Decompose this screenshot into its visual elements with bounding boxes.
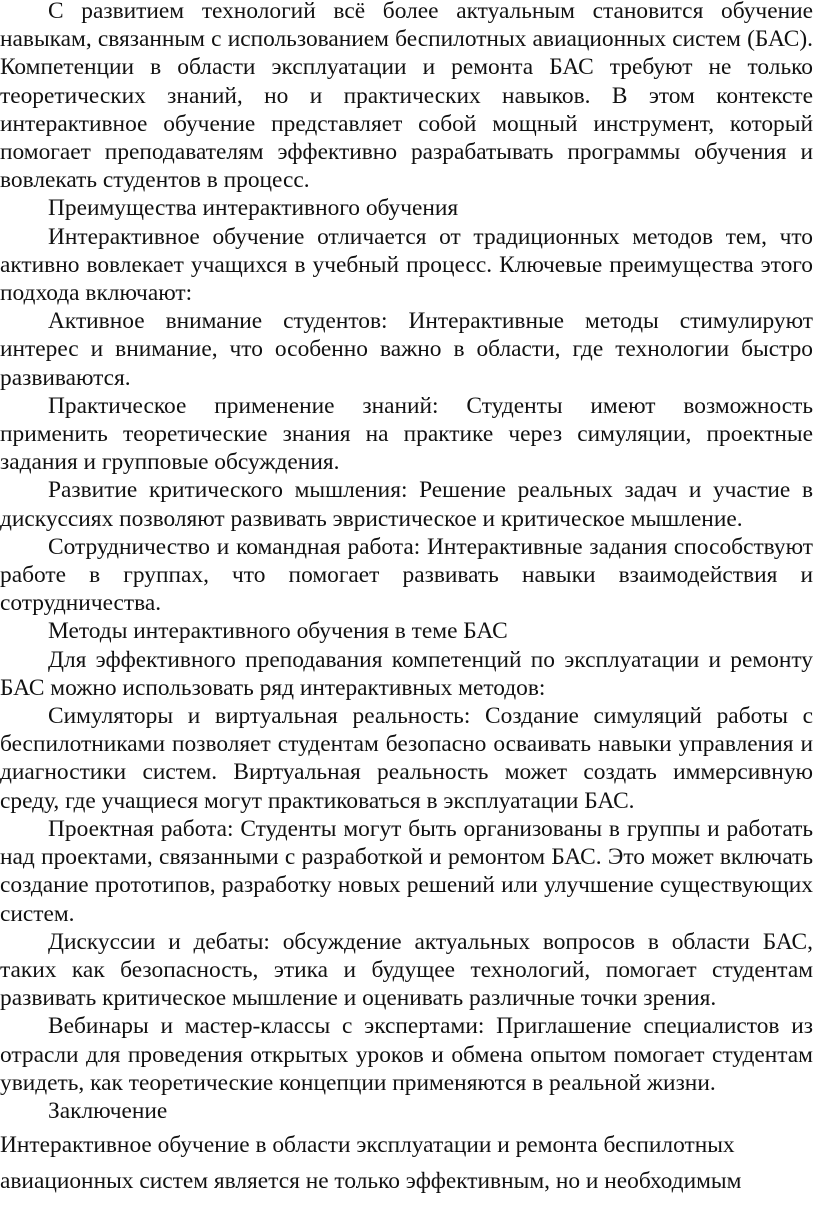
intro-paragraph: С развитием технологий всё более актуальным становится обучение навыкам, связанным с использованием беспилотных авиационных систем (БАС). Компетенции в области эксплуатации и ремонта БАС требуют не только теоретических знаний, но и практических навыков. В этом контексте интерактивное обучение представляет собой мощный инструмент, который помогает преподавателям эффективно разрабатывать программы обучения и вовлекать студентов в процесс. <box>0 0 813 194</box>
advantage-practice-paragraph: Практическое применение знаний: Студенты имеют возможность применить теоретические знания на практике через симуляции, проектные задания и групповые обсуждения. <box>0 392 813 476</box>
advantage-critical-thinking-paragraph: Развитие критического мышления: Решение реальных задач и участие в дискуссиях позволяют развивать эвристическое и критическое мышление. <box>0 477 813 532</box>
method-simulators-paragraph: Симуляторы и виртуальная реальность: Создание симуляций работы с беспилотниками позволяет студентам безопасно осваивать навыки управления и диагностики систем. Виртуальная реальность может создать иммерсивную среду, где учащиеся могут практиковаться в эксплуатации БАС. <box>0 703 813 814</box>
method-projects-paragraph: Проектная работа: Студенты могут быть организованы в группы и работать над проектами, связанными с разработкой и ремонтом БАС. Это может включать создание прототипов, разработку новых решений или улучшение существующих систем. <box>0 815 813 927</box>
section-heading-methods: Методы интерактивного обучения в теме БАС <box>48 618 508 645</box>
advantages-intro-paragraph: Интерактивное обучение отличается от традиционных методов тем, что активно вовлекает учащихся в учебный процесс. Ключевые преимущества этого подхода включают: <box>0 223 813 307</box>
advantage-attention-paragraph: Активное внимание студентов: Интерактивные методы стимулируют интерес и внимание, что особенно важно в области, где технологии быстро развиваются. <box>0 308 813 391</box>
conclusion-paragraph: Интерактивное обучение в области эксплуатации и ремонта беспилотных авиационных систем является не только эффективным, но и необходимым <box>0 1132 742 1195</box>
section-heading-conclusion: Заключение <box>48 1097 168 1124</box>
method-discussions-paragraph: Дискуссии и дебаты: обсуждение актуальных вопросов в области БАС, таких как безопасность, этика и будущее технологий, помогает студентам развивать критическое мышление и оценивать различные точки зрения. <box>0 928 813 1012</box>
advantage-teamwork-paragraph: Сотрудничество и командная работа: Интерактивные задания способствуют работе в группах, что помогает развивать навыки взаимодействия и сотрудничества. <box>0 533 813 617</box>
methods-intro-paragraph: Для эффективного преподавания компетенций по эксплуатации и ремонту БАС можно использовать ряд интерактивных методов: <box>0 646 813 701</box>
section-heading-advantages: Преимущества интерактивного обучения <box>48 195 459 222</box>
method-webinars-paragraph: Вебинары и мастер-классы с экспертами: Приглашение специалистов из отрасли для проведения открытых уроков и обмена опытом помогает студентам увидеть, как теоретические концепции применяются в реальной жизни. <box>0 1013 813 1096</box>
